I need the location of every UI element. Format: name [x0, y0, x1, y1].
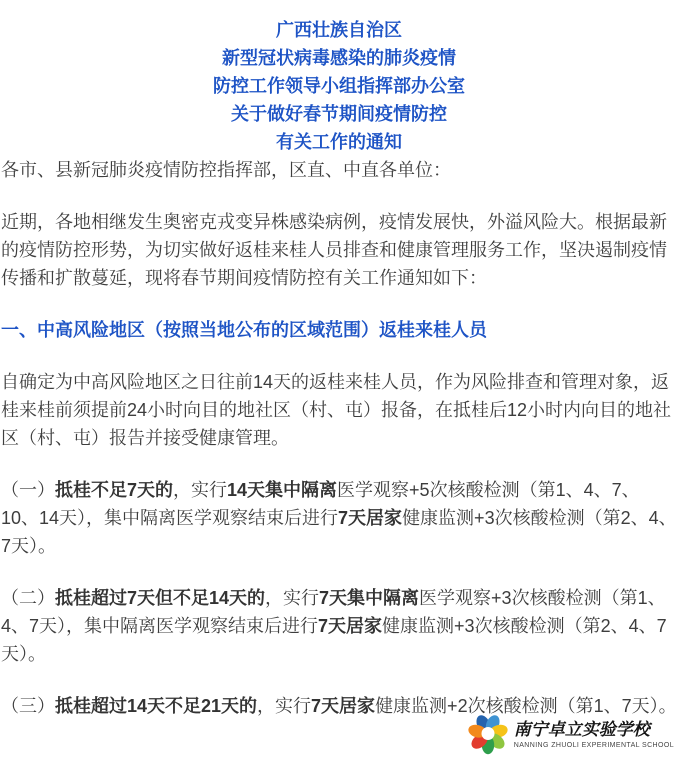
intro-paragraph: 近期，各地相继发生奥密克戎变异株感染病例，疫情发展快，外溢风险大。根据最新的疫情防控形势，为切实做好返桂来桂人员排查和健康管理服务工作，坚决遏制疫情传播和扩散蔓延，现将春节期间疫情防控有关工作通知如下：: [1, 212, 667, 288]
text-segment: 医学观察+3次核酸检测（第1、4、7天），集中隔离医学观察结束后进行: [1, 588, 666, 636]
bold-text-segment: 7天居家: [318, 616, 383, 636]
title-line-5: 有关工作的通知: [276, 132, 402, 152]
title-line-1: 广西壮族自治区: [276, 20, 402, 40]
bold-text-segment: 抵桂不足7天的: [55, 480, 174, 500]
bold-text-segment: 7天居家: [338, 508, 403, 528]
text-segment: 健康监测+3次核酸检测（第2、4、7天）。: [1, 508, 677, 556]
text-segment: 健康监测+3次核酸检测（第2、4、7天）。: [1, 616, 667, 664]
section-1-heading: 一、中高风险地区（按照当地公布的区域范围）返桂来桂人员: [1, 320, 487, 340]
rule-item-1: [1, 476, 677, 560]
school-logo-watermark: [467, 712, 674, 756]
text-segment: （三）: [1, 696, 55, 716]
bold-text-segment: 7天居家: [311, 696, 376, 716]
flower-center: [481, 727, 494, 740]
text-segment: 健康监测+2次核酸检测（第1、7天）。: [375, 696, 677, 716]
school-name-english: NANNING ZHUOLI EXPERIMENTAL SCHOOL: [513, 741, 674, 749]
text-segment: ，实行: [173, 480, 228, 500]
text-segment: ，实行: [265, 588, 320, 608]
bold-text-segment: 7天集中隔离: [319, 588, 420, 608]
text-segment: （一）: [1, 480, 55, 500]
bold-text-segment: 抵桂超过7天但不足14天的: [55, 588, 266, 608]
bold-text-segment: 抵桂超过14天不足21天的: [55, 696, 258, 716]
text-segment: 医学观察+5次核酸检测（第1、4、7、10、14天），集中隔离医学观察结束后进行: [1, 480, 640, 528]
text-segment: ，实行: [257, 696, 312, 716]
school-name-chinese: 南宁卓立实验学校: [513, 719, 650, 740]
title-line-2: 新型冠状病毒感染的肺炎疫情: [222, 48, 456, 68]
bold-text-segment: 14天集中隔离: [227, 480, 338, 500]
salutation: 各市、县新冠肺炎疫情防控指挥部，区直、中直各单位：: [1, 160, 451, 180]
section-1-intro: 自确定为中高风险地区之日往前14天的返桂来桂人员，作为风险排查和管理对象，返桂来桂前须提前24小时向目的地社区（村、屯）报备，在抵桂后12小时内向目的地社区（村、屯）报告并接受健康管理。: [1, 372, 672, 448]
document-title: [1, 16, 677, 156]
title-line-4: 关于做好春节期间疫情防控: [231, 104, 447, 124]
text-segment: （二）: [1, 588, 55, 608]
rule-item-2: [1, 584, 677, 668]
logo-text-block: [514, 719, 674, 750]
flower-logo-icon: [467, 712, 509, 756]
title-line-3: 防控工作领导小组指挥部办公室: [213, 76, 465, 96]
